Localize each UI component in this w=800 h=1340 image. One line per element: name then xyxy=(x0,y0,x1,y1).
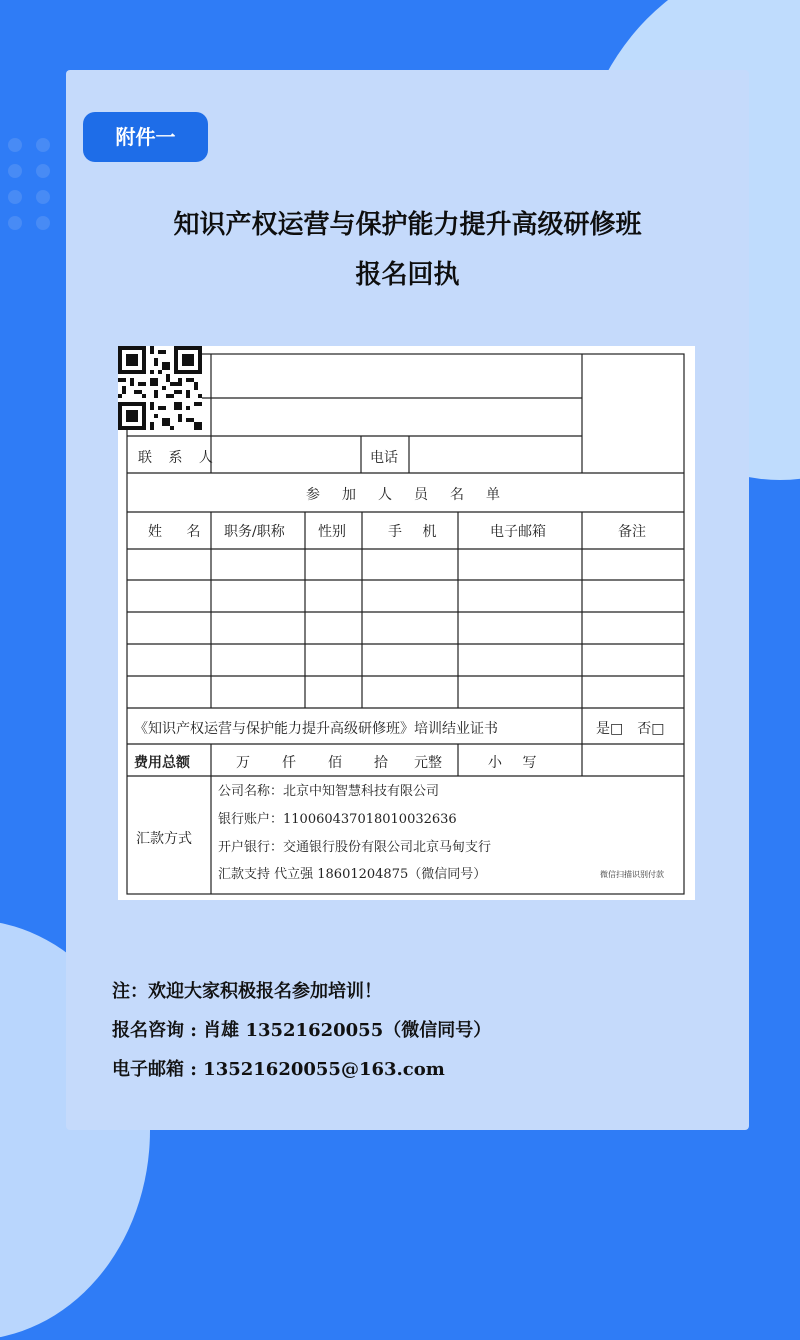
note-email: 电子邮箱 : 13521620055@163.com xyxy=(112,1059,445,1080)
contact-field[interactable] xyxy=(212,437,360,472)
participants-header: 参加人员名单 xyxy=(306,487,522,503)
fee-unit-yuan: 元整 xyxy=(414,755,442,771)
payment-account: 银行账户：11006043701801003263​6 xyxy=(218,812,457,827)
page-subtitle: 报名回执 xyxy=(355,260,460,290)
decorative-dots xyxy=(8,138,68,258)
payment-company: 公司名称：北京中知智慧科技有限公司 xyxy=(218,784,440,799)
address-field[interactable] xyxy=(212,399,581,435)
unit-name-field[interactable] xyxy=(212,355,581,397)
column-header-gender: 性别 xyxy=(318,524,346,540)
contact-notes xyxy=(112,972,491,1089)
fee-unit-shi: 拾 xyxy=(374,755,388,771)
small-write-label: 小 写 xyxy=(488,755,545,771)
phone-label: 电话 xyxy=(370,450,398,466)
payment-label: 汇款方式 xyxy=(136,831,192,847)
note-welcome: 注：欢迎大家积极报名参加培训！ xyxy=(112,981,382,1002)
column-header-title: 职务/职称 xyxy=(224,524,285,540)
payment-bank: 开户银行：交通银行股份有限公司北京马甸支行 xyxy=(218,840,492,855)
column-header-mobile: 手 机 xyxy=(388,524,445,540)
certificate-text: 《知识产权运营与保护能力提升高级研修班》培训结业证书 xyxy=(134,721,498,737)
page-title: 知识产权运营与保护能力提升高级研修班 xyxy=(173,210,642,240)
fee-unit-wan: 万 xyxy=(236,755,250,771)
certificate-options[interactable]: 是□ 否□ xyxy=(596,721,665,737)
qr-caption: 微信扫描识别付款 xyxy=(600,870,664,879)
payment-support: 汇款支持 代立强 18601204875（微信同号） xyxy=(218,867,487,882)
note-consult: 报名咨询 : 肖雄 13521620055（微信同号） xyxy=(112,1020,492,1041)
contact-label: 联 系 人 xyxy=(138,450,219,466)
column-header-name: 姓 名 xyxy=(148,524,211,540)
fee-unit-qian: 仟 xyxy=(282,755,296,771)
column-header-email: 电子邮箱 xyxy=(490,524,546,540)
attachment-tag: 附件一 xyxy=(83,112,208,162)
registration-form xyxy=(118,346,695,900)
column-header-remarks: 备注 xyxy=(618,524,646,540)
payment-qr-code-icon xyxy=(118,346,202,430)
fee-unit-bai: 佰 xyxy=(328,755,342,771)
photo-box xyxy=(583,355,683,472)
phone-field[interactable] xyxy=(410,437,581,472)
fee-label: 费用总额 xyxy=(134,755,190,771)
